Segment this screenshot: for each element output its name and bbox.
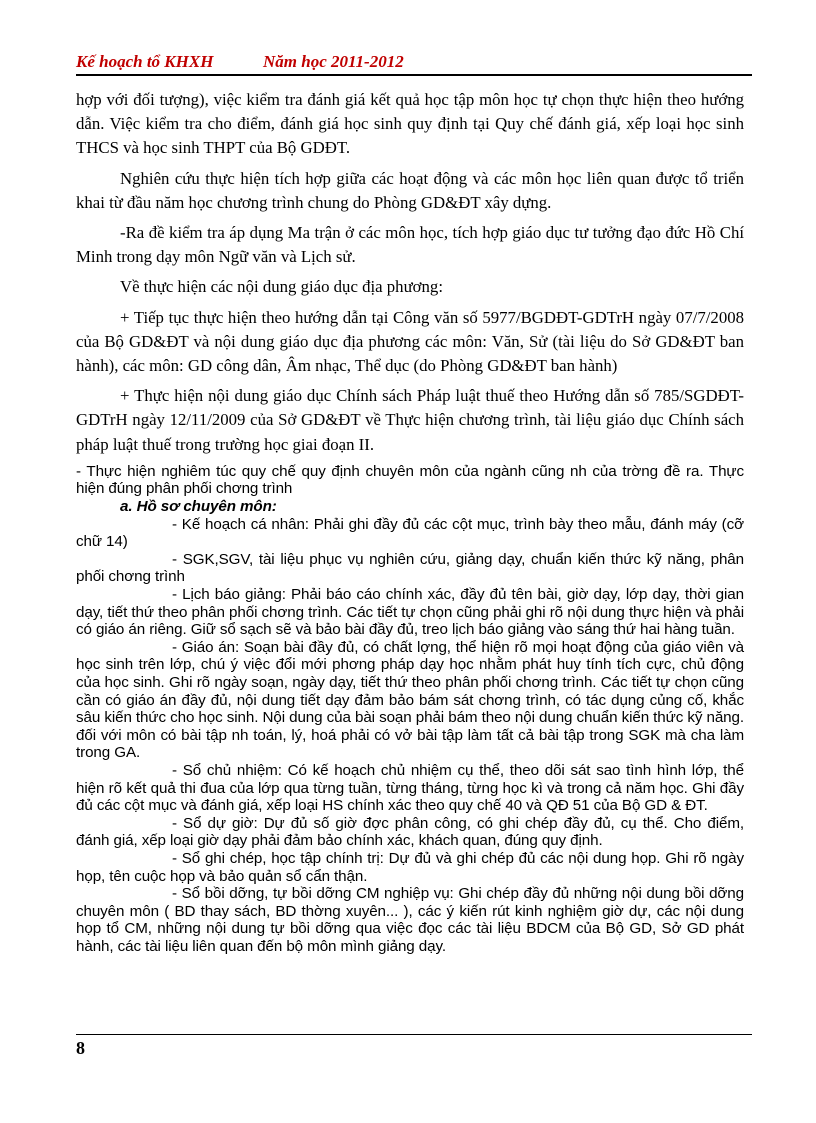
item-personal-plan: - Kế hoạch cá nhân: Phải ghi đầy đủ các cột mục, trình bày theo mẫu, đánh máy (cỡ chữ 14): [76, 515, 744, 551]
paragraph-integration: Nghiên cứu thực hiện tích hợp giữa các hoạt động và các môn học liên quan được tổ triển khai từ đầu năm học chương trình chung do Phòng GD&ĐT xây dựng.: [76, 168, 744, 212]
item-lesson-plan: - Giáo án: Soạn bài đầy đủ, có chất lợng, thể hiện rõ mọi hoạt động của giáo viên và học sinh trên lớp, chú ý việc đổi mới phơng pháp dạy học nhằm phát huy tính tích cực, chủ động của học sinh. Ghi rõ ngày soạn, ngày dạy, tiết thứ theo phân phối chơng trình. Các tiết tự chọn cũng cần có giáo án đầy đủ, nội dung tiết dạy đảm bảo bám sát chơng trình, có tác dụng củng cố, khắc sâu kiến thức cho học sinh. Nội dung của bài soạn phải bám theo nội dung chuẩn kiến thức kỹ năng. đối với môn có bài tập nh toán, lý, hoá phải có vở bài tập làm tất cả bài tập trong SGK mà cha làm trong GA.: [76, 638, 744, 762]
header-department: Kế hoạch tổ KHXH: [76, 52, 214, 71]
header-school-year: Năm học 2011-2012: [263, 52, 404, 71]
section-title: a. Hồ sơ chuyên môn:: [120, 498, 277, 516]
item-textbooks: - SGK,SGV, tài liệu phục vụ nghiên cứu, giảng dạy, chuẩn kiến thức kỹ năng, phân phối chơng trình: [76, 550, 744, 586]
page-header: [76, 50, 752, 76]
item-meeting-notes: - Sổ ghi chép, học tập chính trị: Dự đủ và ghi chép đủ các nội dung họp. Ghi rõ ngày họp, tên cuộc họp và bảo quản sổ cẩn thận.: [76, 849, 744, 885]
item-training-book: - Sổ bồi dỡng, tự bồi dỡng CM nghiệp vụ: Ghi chép đầy đủ những nội dung bồi dỡng chuyên môn ( BD thay sách, BD thờng xuyên... ), các ý kiến rút kinh nghiệm giờ dự, các nội dung họp tổ CM, những nội dung tự bồi dỡng qua việc đọc các tài liệu BDCM của Bộ GD, Sở GD phát hành, các tài liệu liên quan đến bộ môn mình giảng dạy.: [76, 885, 744, 955]
document-body: [76, 88, 744, 955]
item-homeroom-book: - Sổ chủ nhiệm: Có kế hoạch chủ nhiệm cụ thể, theo dõi sát sao tình hình lớp, thể hiện rõ kết quả thi đua của lớp qua từng tuần, từng tháng, từng học kì và trong cả năm học. Ghi đầy đủ các cột mục và đánh giá, xếp loại HS chính xác theo quy chế 40 và QĐ 51 của Bộ GD & ĐT.: [76, 761, 744, 815]
item-observation-book: - Sổ dự giờ: Dự đủ số giờ đợc phân công, có ghi chép đầy đủ, cụ thể. Cho điểm, đánh giá, xếp loại giờ dạy phải đảm bảo chính xác, khách quan, đúng quy định.: [76, 814, 744, 850]
item-teaching-schedule: - Lịch báo giảng: Phải báo cáo chính xác, đầy đủ tên bài, giờ dạy, lớp dạy, thời gian dạy, tiết thứ theo phân phối chơng trình. Các tiết tự chọn cũng phải ghi rõ nội dung thực hiện và phải có giáo án riêng. Giữ sổ sạch sẽ và bảo bài đầy đủ, treo lịch báo giảng vào sáng thứ hai hàng tuần.: [76, 586, 744, 639]
paragraph-test-matrix: -Ra đề kiểm tra áp dụng Ma trận ở các môn học, tích hợp giáo dục tư tưởng đạo đức Hồ Chí Minh trong dạy môn Ngữ văn và Lịch sử.: [76, 223, 744, 267]
footer-divider: [76, 1034, 752, 1035]
paragraph-official-letter: + Tiếp tục thực hiện theo hướng dẫn tại Công văn số 5977/BGDĐT-GDTrH ngày 07/7/2008 của Bộ GD&ĐT và nội dung giáo dục địa phương các môn: Văn, Sử (tài liệu do Sở GD&ĐT ban hành), các môn: GD công dân, Âm nhạc, Thể dục (do Phòng GD&ĐT ban hành): [76, 307, 744, 376]
page-number: 8: [76, 1038, 85, 1058]
paragraph-regulations: - Thực hiện nghiêm túc quy chế quy định chuyên môn của ngành cũng nh của trờng đề ra. Thực hiện đúng phân phối chơng trình: [76, 462, 744, 498]
paragraph-tax-policy: + Thực hiện nội dung giáo dục Chính sách Pháp luật thuế theo Hướng dẫn số 785/SGDĐT-GDTrH ngày 12/11/2009 của Sở GD&ĐT về Thực hiện chương trình, tài liệu giáo dục Chính sách pháp luật thuế trong trường học giai đoạn II.: [76, 386, 744, 454]
paragraph-local-education: Về thực hiện các nội dung giáo dục địa phương:: [120, 277, 443, 297]
paragraph-evaluation: hợp với đối tượng), việc kiểm tra đánh giá kết quả học tập môn học tự chọn thực hiện theo hướng dẫn. Việc kiểm tra cho điểm, đánh giá học sinh quy định tại Quy chế đánh giá, xếp loại học sinh THCS và học sinh THPT của Bộ GDĐT.: [76, 90, 744, 158]
